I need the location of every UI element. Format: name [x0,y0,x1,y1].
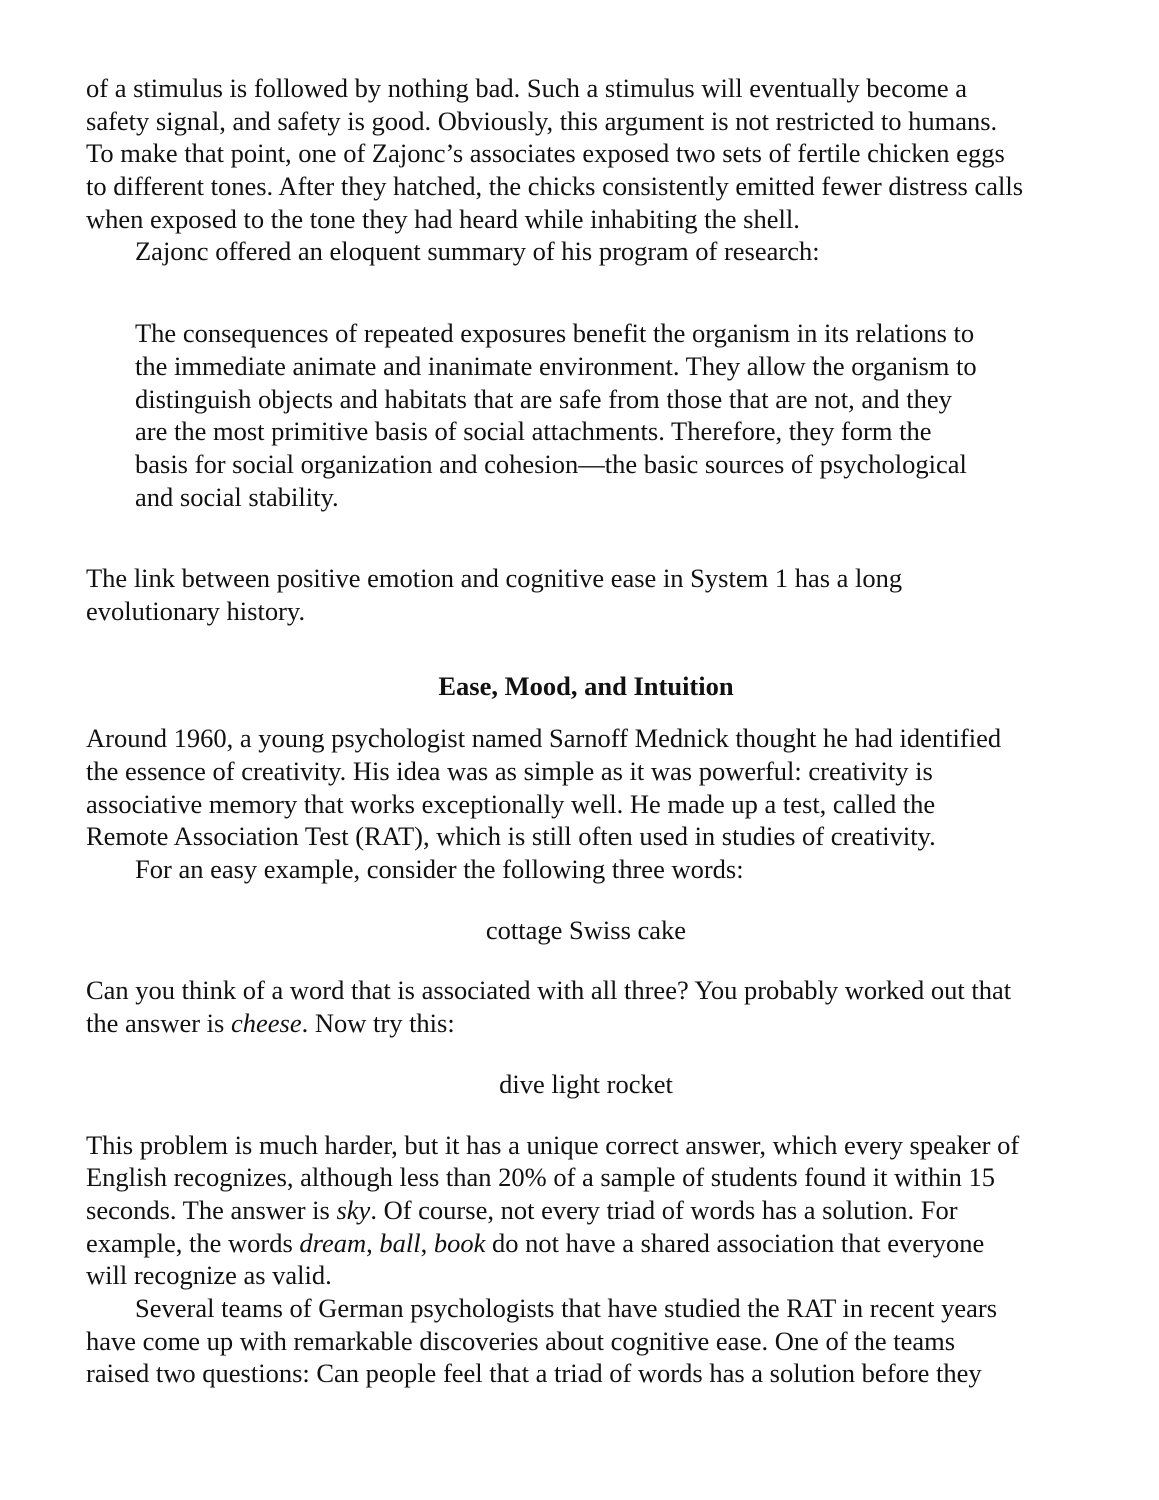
paragraph-5: For an easy example, consider the following three words: [135,854,744,885]
text-line: of a stimulus is followed by nothing bad. Such a stimulus will eventually become a [86,73,967,103]
text-line: To make that point, one of Zajonc’s associates exposed two sets of fertile chicken eggs [86,138,1005,169]
text-run: the answer is [86,1008,231,1039]
text-line: raised two questions: Can people feel that a triad of words has a solution before they [86,1358,982,1389]
quote-line: the immediate animate and inanimate environment. They allow the organism to [135,350,977,381]
quote-line: are the most primitive basis of social attachments. Therefore, they form the [135,416,932,447]
text-line: The link between positive emotion and cognitive ease in System 1 has a long [86,563,903,594]
paragraph-2: Zajonc offered an eloquent summary of his program of research: [135,236,820,267]
quote-line: distinguish objects and habitats that are safe from those that are not, and they [135,383,952,414]
page-body [86,72,1086,1390]
text-run: , [366,1227,380,1258]
paragraph-1 [86,72,1086,235]
paragraph-3 [86,562,1086,627]
text-line: evolutionary history. [86,595,306,626]
text-line: Around 1960, a young psychologist named Sarnoff Mednick thought he had identified [86,723,1002,754]
text-line: the essence of creativity. His idea was as simple as it was powerful: creativity is [86,756,933,786]
text-line: safety signal, and safety is good. Obviously, this argument is not restricted to humans. [86,105,998,136]
text-line: This problem is much harder, but it has a unique correct answer, which every speaker of [86,1129,1020,1160]
paragraph-7 [86,1129,1086,1292]
section-heading: Ease, Mood, and Intuition [438,670,734,701]
text-run: , [420,1227,434,1258]
example-triad-1: cottage Swiss cake [485,914,687,945]
text-line: when exposed to the tone they had heard while inhabiting the shell. [86,203,800,234]
quote-line: basis for social organization and cohesion—the basic sources of psychological [135,448,967,479]
text-run: . Now try this: [301,1008,455,1039]
text-line [86,1227,1086,1260]
text-line: associative memory that works exceptionally well. He made up a test, called the [86,788,936,819]
quote-line: The consequences of repeated exposures benefit the organism in its relations to [135,318,975,349]
paragraph-6 [86,974,1086,1039]
emphasis-word: book [433,1227,486,1258]
text-line [86,1194,1086,1227]
text-line: Can you think of a word that is associated with all three? You probably worked out that [86,975,1012,1006]
text-line: have come up with remarkable discoveries about cognitive ease. One of the teams [86,1325,956,1356]
text-line: to different tones. After they hatched, the chicks consistently emitted fewer distress calls [86,171,1024,202]
paragraph-8 [86,1292,1086,1390]
emphasis-answer: cheese [230,1008,302,1039]
quote-line: and social stability. [135,481,339,512]
text-line: English recognizes, although less than 20% of a sample of students found it within 15 [86,1162,995,1193]
text-line: will recognize as valid. [86,1260,332,1291]
text-line: Several teams of German psychologists that have studied the RAT in recent years [135,1292,998,1323]
text-line: Remote Association Test (RAT), which is still often used in studies of creativity. [86,821,936,852]
text-run: . Of course, not every triad of words has a solution. For [370,1194,958,1225]
text-run: do not have a shared association that everyone [485,1227,985,1258]
emphasis-word: dream [299,1227,367,1258]
text-run: seconds. The answer is [86,1194,337,1225]
block-quote [86,317,1086,513]
example-triad-2: dive light rocket [499,1068,673,1099]
emphasis-word: ball [379,1227,421,1258]
paragraph-4 [86,722,1086,853]
text-run: example, the words [86,1227,300,1258]
text-line [86,1007,1086,1040]
emphasis-answer: sky [336,1194,371,1225]
